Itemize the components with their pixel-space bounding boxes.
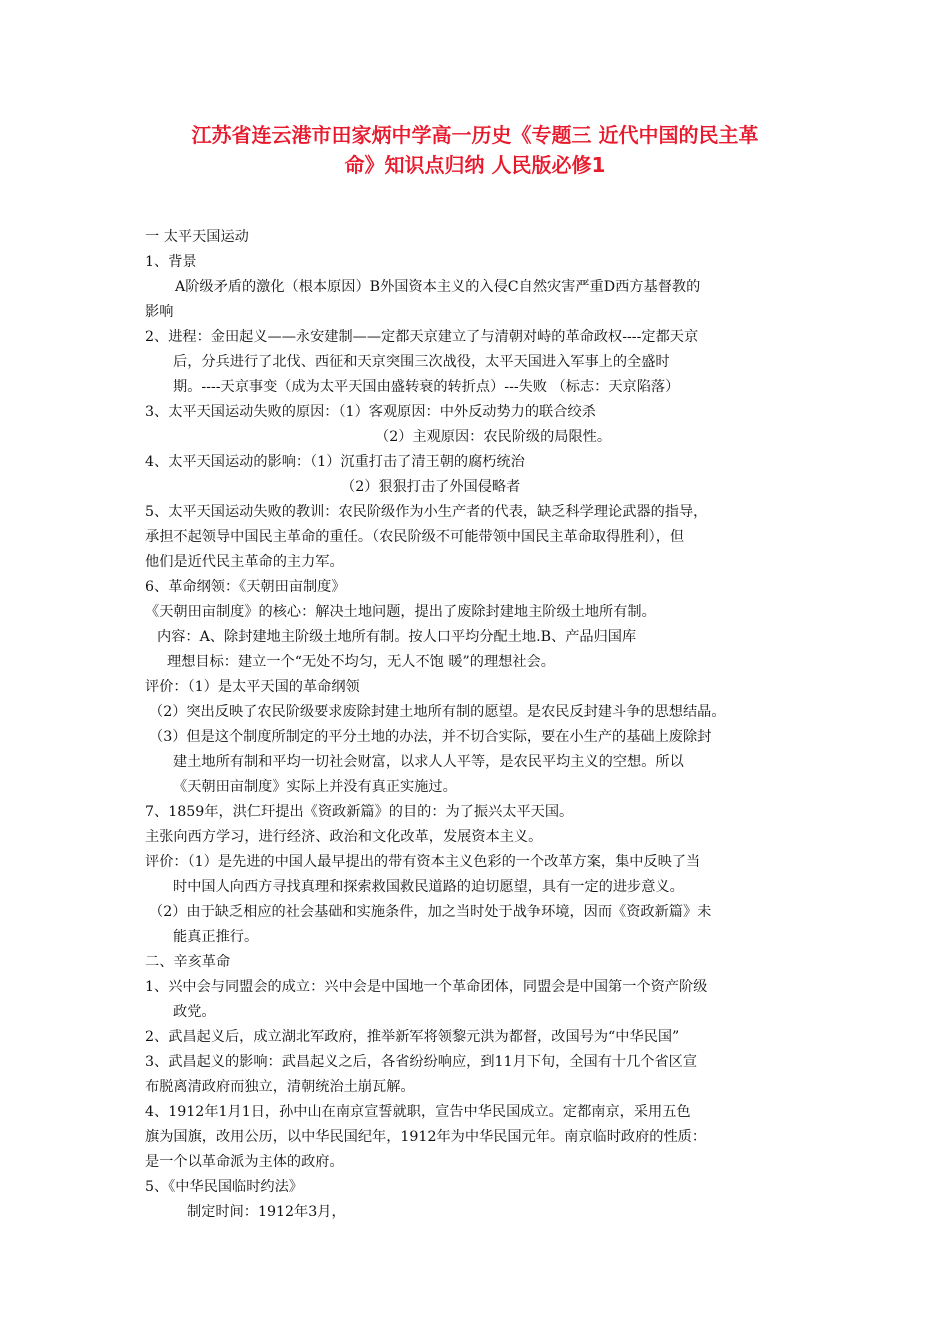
document-body: [145, 225, 825, 1225]
text-line: 内容：A、除封建地主阶级土地所有制。按人口平均分配土地.B、产品归国库: [157, 629, 637, 645]
text-line: 后，分兵进行了北伐、西征和天京突围三次战役，太平天国进入军事上的全盛时: [173, 354, 670, 370]
text-line: 1、背景: [145, 254, 197, 270]
text-line: 布脱离清政府而独立，清朝统治土崩瓦解。: [145, 1079, 415, 1095]
text-line: 政党。: [173, 1004, 216, 1020]
text-line: 2、武昌起义后，成立湖北军政府，推举新军将领黎元洪为都督，改国号为“中华民国”: [145, 1029, 680, 1045]
text-line: （2）狠狠打击了外国侵略者: [341, 479, 521, 495]
text-line: 《天朝田亩制度》的核心：解决土地问题，提出了废除封建地主阶级土地所有制。: [145, 604, 656, 620]
text-line: 评价：（1）是先进的中国人最早提出的带有资本主义色彩的一个改革方案，集中反映了当: [145, 854, 701, 870]
text-line: 4、1912年1月1日，孙中山在南京宣誓就职，宣告中华民国成立。定都南京，采用五色: [145, 1104, 691, 1120]
text-line: 制定时间：1912年3月，: [187, 1204, 346, 1220]
text-line: 5、太平天国运动失败的教训：农民阶级作为小生产者的代表，缺乏科学理论武器的指导，: [145, 504, 708, 520]
text-line: 旗为国旗，改用公历，以中华民国纪年，1912年为中华民国元年。南京临时政府的性质：: [145, 1129, 707, 1145]
text-line: 时中国人向西方寻找真理和探索救国救民道路的迫切愿望，具有一定的进步意义。: [173, 879, 684, 895]
text-line: 5、《中华民国临时约法》: [145, 1179, 303, 1195]
text-line: 7、1859年，洪仁玕提出《资政新篇》的目的：为了振兴太平天国。: [145, 804, 574, 820]
text-line: 能真正推行。: [173, 929, 259, 945]
text-line: 1、兴中会与同盟会的成立：兴中会是中国地一个革命团体，同盟会是中国第一个资产阶级: [145, 979, 708, 995]
section-heading: 一 太平天国运动: [145, 229, 249, 245]
text-line: 3、武昌起义的影响：武昌起义之后，各省纷纷响应，到11月下旬，全国有十几个省区宣: [145, 1054, 698, 1070]
text-line: 2、进程：金田起义——永安建制——定都天京建立了与清朝对峙的革命政权----定都天京: [145, 329, 699, 345]
text-line: （3）但是这个制度所制定的平分土地的办法，并不切合实际，要在小生产的基础上废除封: [149, 729, 712, 745]
text-line: 4、太平天国运动的影响：（1）沉重打击了清王朝的腐朽统治: [145, 454, 525, 470]
text-line: 他们是近代民主革命的主力军。: [145, 554, 344, 570]
text-line: 影响: [145, 304, 174, 320]
text-line: （2）由于缺乏相应的社会基础和实施条件，加之当时处于战争环境，因而《资政新篇》未: [149, 904, 712, 920]
text-line: （2）主观原因：农民阶级的局限性。: [375, 429, 612, 445]
text-line: 理想目标：建立一个“无处不均匀，无人不饱 暖”的理想社会。: [167, 654, 555, 670]
text-line: 3、太平天国运动失败的原因：（1）客观原因：中外反动势力的联合绞杀: [145, 404, 596, 420]
section-heading: 二、辛亥革命: [145, 954, 231, 970]
text-line: 评价：（1）是太平天国的革命纲领: [145, 679, 360, 695]
text-line: 6、革命纲领：《天朝田亩制度》: [145, 579, 346, 595]
text-line: （2）突出反映了农民阶级要求废除封建土地所有制的愿望。是农民反封建斗争的思想结晶。: [149, 704, 726, 720]
title-line-1: 江苏省连云港市田家炳中学高一历史《专题三 近代中国的民主革: [191, 123, 759, 147]
text-line: A阶级矛盾的激化（根本原因）B外国资本主义的入侵C自然灾害严重D西方基督教的: [175, 279, 701, 295]
text-line: 承担不起领导中国民主革命的重任。（农民阶级不可能带领中国民主革命取得胜利），但: [145, 529, 685, 545]
title-line-2: 命》知识点归纳 人民版必修1: [344, 153, 606, 177]
text-line: 期。----天京事变（成为太平天国由盛转衰的转折点）---失败 （标志：天京陷落）: [173, 379, 680, 395]
text-line: 主张向西方学习，进行经济、政治和文化改革，发展资本主义。: [145, 829, 543, 845]
text-line: 《天朝田亩制度》实际上并没有真正实施过。: [173, 779, 457, 795]
text-line: 建土地所有制和平均一切社会财富，以求人人平等，是农民平均主义的空想。所以: [173, 754, 684, 770]
document-title: [130, 120, 820, 180]
text-line: 是一个以革命派为主体的政府。: [145, 1154, 344, 1170]
